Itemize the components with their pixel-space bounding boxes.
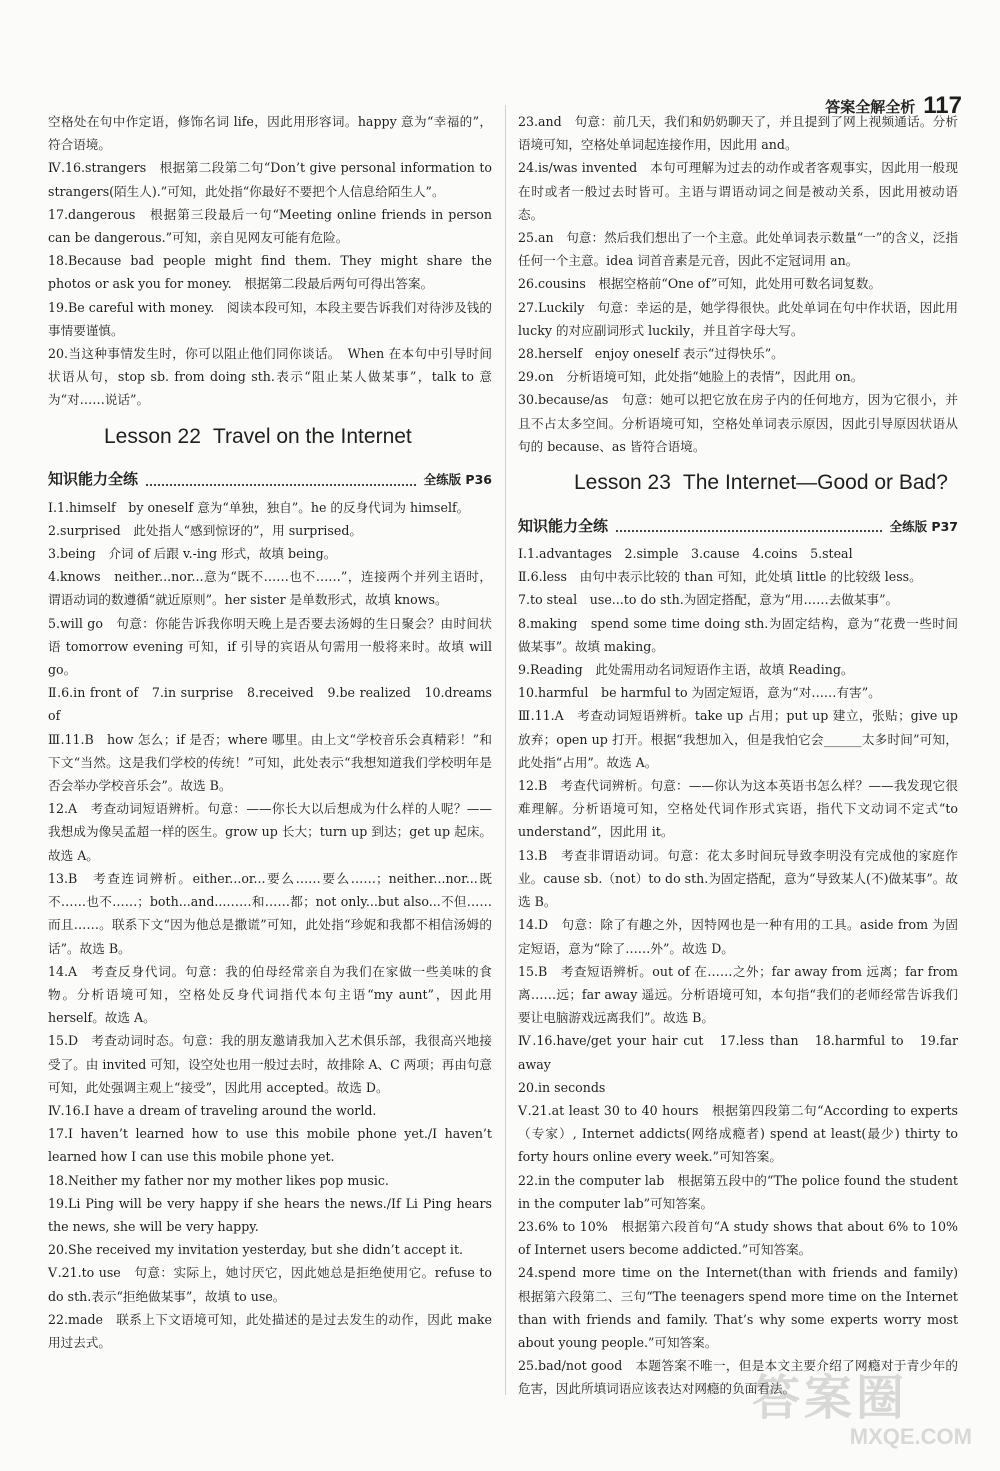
header-label: 答案全解全析: [825, 97, 916, 116]
section-label: 知识能力全练: [518, 516, 609, 535]
answer-item: Ⅴ.21.at least 30 to 40 hours 根据第四段第二句“According to experts（专家）, Internet addicts(网络成瘾者) spend at least(最少) thirty to forty hours online every week.”可知答案。: [518, 1102, 958, 1165]
answer-item: Ⅳ.16.I have a dream of traveling around the world.: [48, 1102, 377, 1118]
answer-item: Ⅰ.1.himself by oneself 意为“单独，独自”。he 的反身代词为 himself。: [48, 499, 470, 515]
answer-item: 2.surprised 此处指人“感到惊讶的”，用 surprised。: [48, 522, 362, 538]
answer-item: 29.on 分析语境可知，此处指“她脸上的表情”，因此用 on。: [518, 369, 864, 385]
section-page-ref: 全练版 P37: [889, 518, 958, 534]
answer-item: Ⅲ.11.A 考查动词短语辨析。take up 占用；put up 建立，张贴；give up 放弃；open up 打开。根据“我想加入，但是我怕它会______太多时间”可知，此处指“占用”。故选 A。: [518, 708, 958, 770]
answer-item: 25.an 句意：然后我们想出了一个主意。此处单词表示数量“一”的含义，泛指任何一个主意。idea 词首音素是元音，因此不定冠词用 an。: [518, 230, 958, 269]
answer-item: Ⅰ.1.advantages 2.simple 3.cause 4.coins 5.steal: [518, 546, 853, 562]
watermark-logo: [752, 1371, 972, 1453]
answer-item: 空格处在句中作定语，修饰名词 life，因此用形容词。happy 意为“幸福的”，符合语境。: [48, 114, 492, 153]
watermark-url: MXQE.COM: [849, 1424, 972, 1449]
answer-item: 18.Neither my father nor my mother likes pop music.: [48, 1172, 389, 1188]
answer-item: 3.being 介词 of 后跟 v.-ing 形式，故填 being。: [48, 546, 337, 562]
dotted-leader: [616, 530, 882, 532]
answer-item: Ⅴ.21.to use 句意：实际上，她讨厌它，因此她总是拒绝使用它。refuse to do sth.表示“拒绝做某事”，故填 to use。: [48, 1265, 492, 1304]
answer-item: 26.cousins 根据空格前“One of”可知，此处用可数名词复数。: [518, 276, 882, 292]
answer-item: 24.is/was invented 本句可理解为过去的动作或者客观事实，因此用一般现在时或者一般过去时皆可。主语与谓语动词之间是被动关系，因此用被动语态。: [518, 160, 958, 222]
answer-item: Ⅲ.11.B how 怎么；if 是否；where 哪里。由上文“学校音乐会真精彩！”和下文“当然。这是我们学校的传统！”可知，此处表示“我想知道我们学校明年是否会举办学校音乐会”。故选 B。: [48, 731, 492, 794]
dotted-leader: [146, 484, 416, 486]
answer-item: 13.B 考查连词辨析。either...or...要么……要么……；neither...nor...既不……也不……；both...and...……和……都；not only...but also...不但……而且……。联系下文“因为他总是撒谎”可知，此处指“珍妮和我都不相信汤姆的话”。故选 B。: [48, 870, 492, 956]
section-label: 知识能力全练: [48, 470, 139, 489]
lesson-22-title: [48, 412, 492, 462]
answer-item: 14.D 句意：除了有趣之外，因特网也是一种有用的工具。aside from 为固定短语，意为“除了……外”。故选 D。: [518, 917, 958, 956]
answer-item: 14.A 考查反身代词。句意：我的伯母经常亲自为我们在家做一些美味的食物。分析语境可知，空格处反身代词指代本句主语“my aunt”，因此用 herself。故选 A。: [48, 963, 492, 1026]
answer-item: 20.当这种事情发生时，你可以阻止他们同你谈话。 When 在本句中引导时间状语从句，stop sb. from doing sth.表示“阻止某人做某事”，talk to 意为“对……说话”。: [48, 346, 492, 408]
left-top-answers: [48, 110, 492, 412]
right-top-answers: [518, 110, 958, 458]
answer-item: 12.B 考查代词辨析。句意：——你认为这本英语书怎么样？——我发现它很难理解。分析语境可知，空格处代词作形式宾语，指代下文动词不定式“to understand”，因此用 it。: [518, 778, 958, 840]
answer-item: 9.Reading 此处需用动名词短语作主语，故填 Reading。: [518, 662, 854, 678]
answer-item: 22.in the computer lab 根据第五段中的“The police found the student in the computer lab”可知答案。: [518, 1172, 958, 1211]
answer-item: 12.A 考查动词短语辨析。句意：——你长大以后想成为什么样的人呢？——我想成为像吴孟超一样的医生。grow up 长大；turn up 到达；get up 起床。故选 A。: [48, 801, 492, 863]
answer-item: Ⅳ.16.have/get your hair cut 17.less than 18.harmful to 19.far away: [518, 1033, 958, 1072]
section-page-ref: 全练版 P36: [423, 472, 492, 488]
answer-item: Ⅱ.6.in front of 7.in surprise 8.received 9.be realized 10.dreams of: [48, 685, 492, 724]
answer-item: 15.D 考查动词时态。句意：我的朋友邀请我加入艺术俱乐部，我很高兴地接受了。由 invited 可知，设空处也用一般过去时，故排除 A、C 两项；再由句意可知，此处强调主观上“接受”，因此用 accepted。故选 D。: [48, 1033, 492, 1095]
answer-item: 17.I haven’t learned how to use this mobile phone yet./I haven’t learned how I can use this mobile phone yet.: [48, 1126, 492, 1165]
answer-item: 8.making spend some time doing sth.为固定结构，意为“花费一些时间做某事”。故填 making。: [518, 615, 958, 654]
answer-item: 7.to steal use...to do sth.为固定搭配，意为“用……去做某事”。: [518, 592, 899, 608]
lesson-number: Lesson 23: [574, 471, 671, 495]
answer-item: 10.harmful be harmful to 为固定短语，意为“对……有害”。: [518, 685, 881, 701]
lesson-number: Lesson 22: [104, 424, 201, 448]
answer-item: 18.Because bad people might find them. They might share the photos or ask you for money. 根据第二段最后两句可得出答案。: [48, 253, 492, 292]
answer-item: 4.knows neither...nor...意为“既不……也不……”，连接两个并列主语时，谓语动词的数遵循“就近原则”。her sister 是单数形式，故填 knows。: [48, 569, 492, 608]
watermark-text: 答案圈: [752, 1370, 909, 1426]
answer-item: 24.spend more time on the Internet(than with friends and family) 根据第六段第二、三句“The teenagers spend more time on the Internet than with friends and family. That’s why some experts worry most about young people.”可知答案。: [518, 1265, 971, 1350]
section-heading: [48, 462, 492, 492]
answer-item: 30.because/as 句意：她可以把它放在房子内的任何地方，因为它很小，并且不占太多空间。分析语境可知，空格处单词表示原因，因此引导原因状语从句的 because、as 皆符合语境。: [518, 392, 958, 454]
page-number: 117: [923, 92, 962, 119]
answer-item: 19.Be careful with money. 阅读本段可知，本段主要告诉我们对待涉及钱的事情要谨慎。: [48, 299, 492, 338]
lesson-name: Travel on the Internet: [212, 424, 412, 448]
lesson-23-answers: [518, 542, 971, 1401]
right-column: [518, 110, 971, 1401]
answer-item: 19.Li Ping will be very happy if she hears the news./If Li Ping hears the news, she will be very happy.: [48, 1195, 492, 1234]
left-column: [48, 110, 492, 1354]
section-heading: [518, 508, 958, 538]
answer-item: 20.She received my invitation yesterday, but she didn’t accept it.: [48, 1242, 464, 1258]
answer-item: 28.herself enjoy oneself 表示“过得快乐”。: [518, 346, 784, 362]
answer-item: Ⅱ.6.less 由句中表示比较的 than 可知，此处填 little 的比较级 less。: [518, 569, 922, 585]
answer-item: Ⅳ.16.strangers 根据第二段第二句“Don’t give personal information to strangers(陌生人).”可知，此处指“你最好不要把个人信息给陌生人”。: [48, 160, 492, 199]
answer-item: 25.bad/not good 本题答案不唯一，但是本文主要介绍了网瘾对于青少年的危害，因此所填词语应该表达对网瘾的负面看法。: [518, 1358, 958, 1397]
answer-item: 17.dangerous 根据第三段最后一句“Meeting online friends in person can be dangerous.”可知，亲自见网友可能有危险。: [48, 206, 492, 246]
answer-item: 15.B 考查短语辨析。out of 在……之外；far away from 远离；far from 离……远；far away 遥远。分析语境可知，本句指“我们的老师经常告诉我们要让电脑游戏远离我们”。故选 B。: [518, 963, 958, 1026]
lesson-name: The Internet—Good or Bad?: [682, 471, 948, 495]
column-divider: [505, 105, 506, 1395]
lesson-22-answers: [48, 496, 492, 1355]
answer-item: 23.and 句意：前几天，我们和奶奶聊天了，并且提到了网上视频通话。分析语境可知，空格处单词起连接作用，因此用 and。: [518, 114, 958, 153]
answer-item: 13.B 考查非谓语动词。句意：花太多时间玩导致李明没有完成他的家庭作业。cause sb.（not）to do sth.为固定搭配，意为“导致某人(不)做某事”。故选 B。: [518, 847, 958, 910]
answer-item: 27.Luckily 句意：幸运的是，她学得很快。此处单词在句中作状语，因此用 lucky 的对应副词形式 luckily，并且首字母大写。: [518, 299, 958, 338]
answer-item: 23.6% to 10% 根据第六段首句“A study shows that about 6% to 10% of Internet users become addicted.”可知答案。: [518, 1218, 958, 1258]
answer-item: 5.will go 句意：你能告诉我你明天晚上是否要去汤姆的生日聚会？由时间状语 tomorrow evening 可知，if 引导的宾语从句需用一般将来时。故填 will go。: [48, 615, 492, 678]
lesson-23-title: [518, 458, 958, 508]
answer-item: 22.made 联系上下文语境可知，此处描述的是过去发生的动作，因此 make 用过去式。: [48, 1311, 492, 1350]
answer-item: 20.in seconds: [518, 1079, 606, 1095]
